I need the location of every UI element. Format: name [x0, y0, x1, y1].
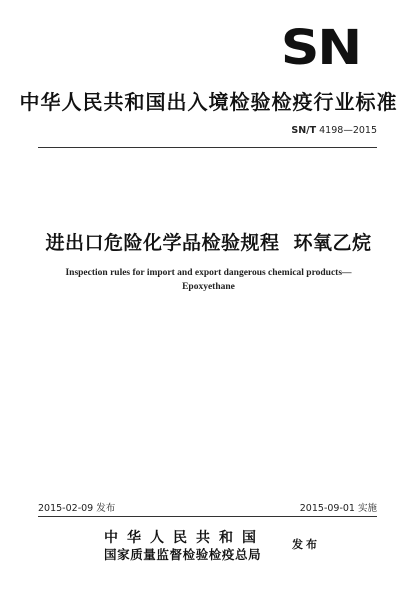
- top-divider: [38, 147, 377, 148]
- english-title: [20, 266, 397, 294]
- issuer-agency: 国家质量监督检验检疫总局: [104, 547, 262, 562]
- standard-number: [291, 125, 377, 136]
- document-title-main: 进出口危险化学品检验规程: [45, 232, 280, 254]
- standard-code: 4198—2015: [319, 125, 377, 136]
- english-title-line1: Inspection rules for import and export dangerous chemical products—: [65, 268, 352, 278]
- organization-title: 中华人民共和国出入境检验检疫行业标准: [19, 90, 398, 114]
- document-title: [0, 228, 417, 255]
- standard-prefix: SN/T: [291, 125, 317, 136]
- implementation-date: 2015-09-01 实施: [299, 503, 377, 514]
- issuer-country: 中华人民共和国: [104, 530, 265, 546]
- issue-date: 2015-02-09 发布: [38, 503, 116, 514]
- bottom-divider: [38, 516, 377, 517]
- sn-logo: SN: [280, 20, 360, 76]
- english-title-line2: Epoxyethane: [182, 282, 235, 292]
- document-title-sub: 环氧乙烷: [293, 232, 372, 254]
- publish-label: 发布: [292, 538, 320, 551]
